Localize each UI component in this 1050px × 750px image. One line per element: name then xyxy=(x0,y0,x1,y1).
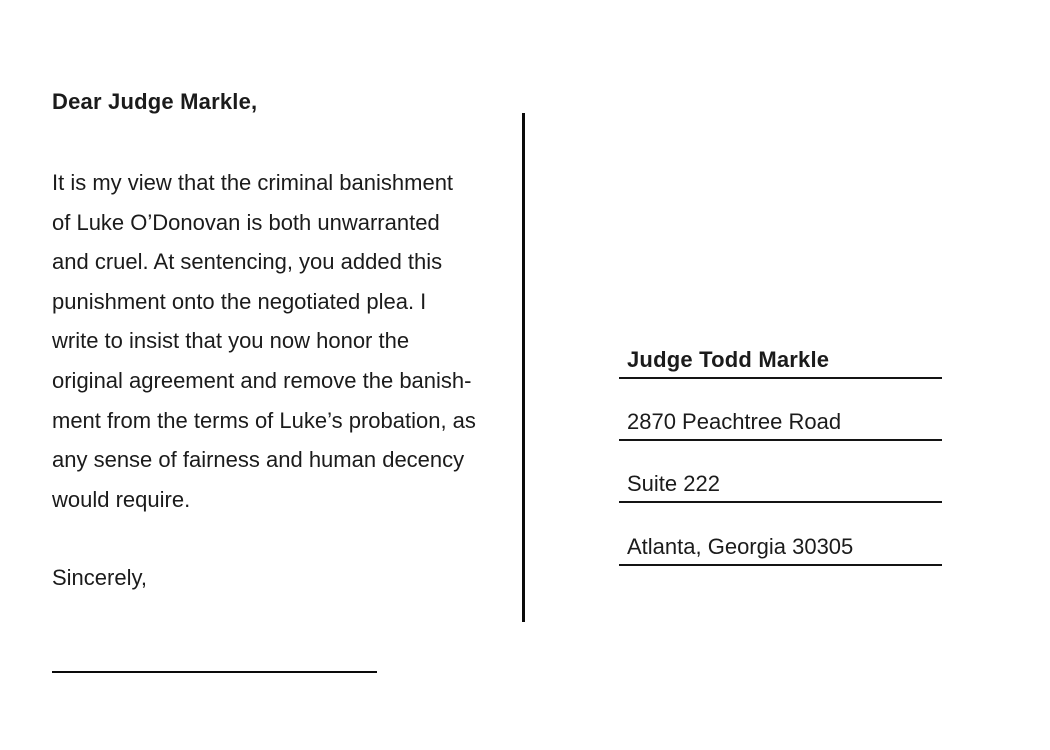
letter-body-line: any sense of fairness and human decency xyxy=(52,447,465,473)
letter-body-line: would require. xyxy=(52,486,191,512)
letter-greeting: Dear Judge Markle, xyxy=(52,89,258,114)
address-line-city-state-zip: Atlanta, Georgia 30305 xyxy=(619,533,942,566)
address-line-street: 2870 Peachtree Road xyxy=(619,408,942,441)
postcard-divider xyxy=(522,113,525,622)
signature-line xyxy=(52,671,377,673)
letter-body-line: punishment onto the negotiated plea. I xyxy=(52,288,427,314)
letter-body-line: original agreement and remove the banish- xyxy=(52,367,472,393)
letter-body-line: ment from the terms of Luke’s probation, as xyxy=(52,407,476,433)
address-line-suite: Suite 222 xyxy=(619,470,942,503)
address-line-recipient-name: Judge Todd Markle xyxy=(619,346,942,379)
letter-body-line: and cruel. At sentencing, you added this xyxy=(52,249,443,275)
letter-body-line: of Luke O’Donovan is both unwarranted xyxy=(52,209,440,235)
letter-body-line: write to insist that you now honor the xyxy=(52,328,410,354)
letter-body xyxy=(52,163,476,519)
letter-body-line: It is my view that the criminal banishment xyxy=(52,170,454,195)
letter-closing: Sincerely, xyxy=(52,565,147,590)
